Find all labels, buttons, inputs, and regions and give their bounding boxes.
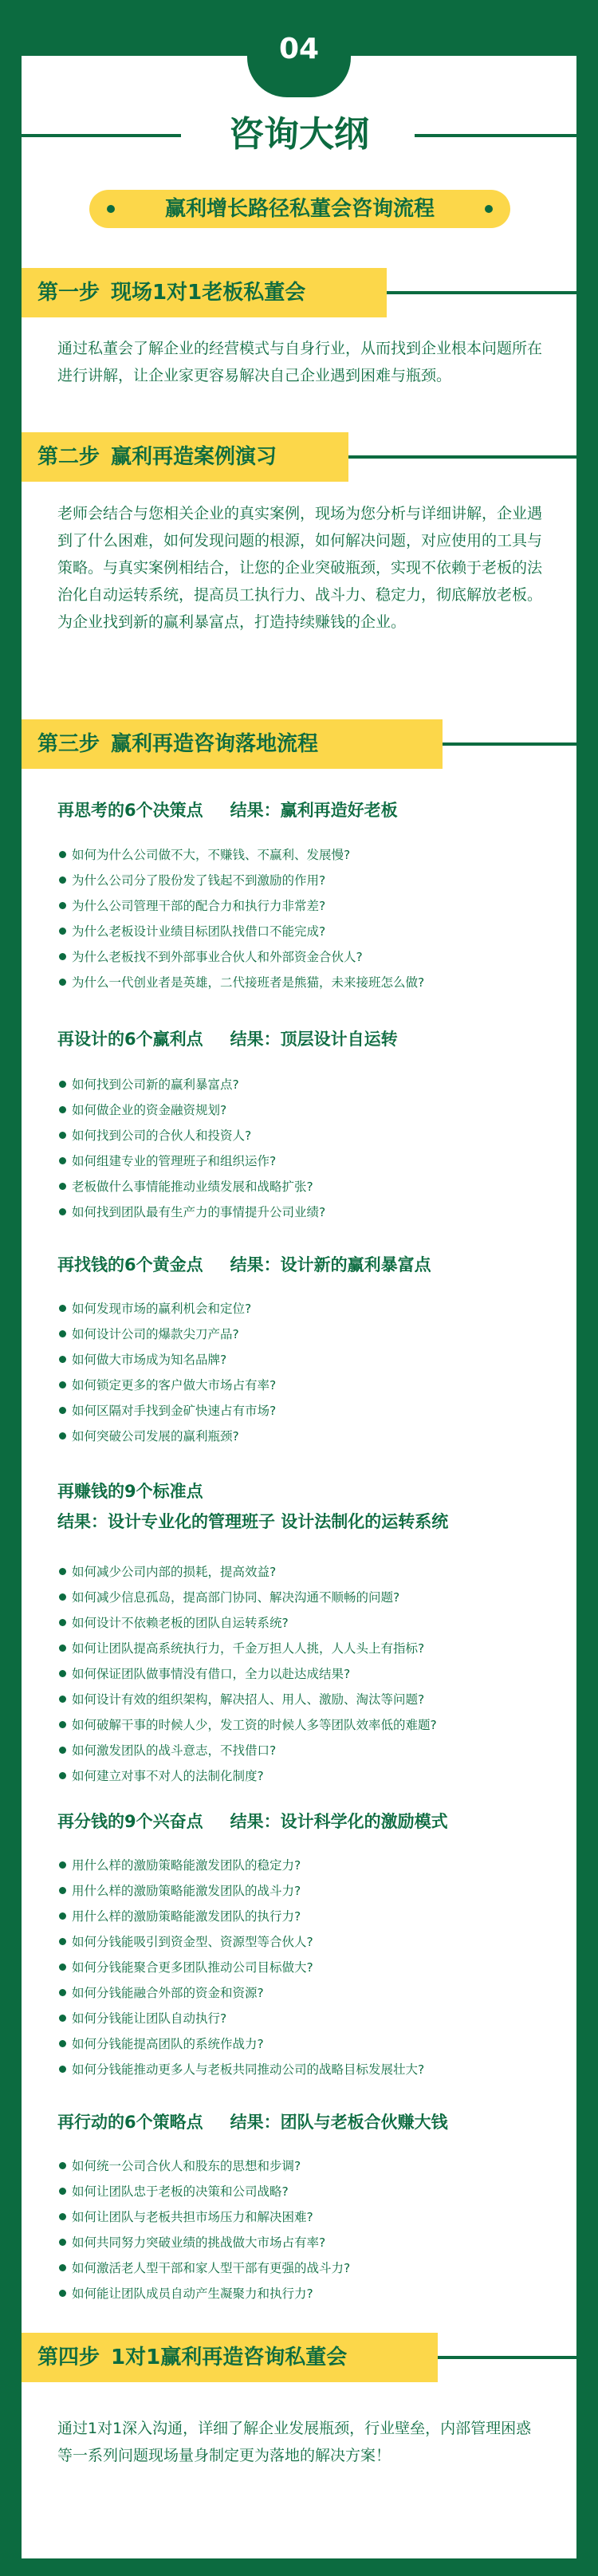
section-1-result: 结果：赢利再造好老板 [230, 801, 398, 820]
section-6-title: 再行动的6个策略点 [57, 2113, 203, 2132]
list-item: 如何分钱能聚合更多团队推动公司目标做大? [59, 1955, 553, 1980]
list-item: 如何让团队忠于老板的决策和公司战略? [59, 2179, 553, 2204]
list-item: 如何减少公司内部的损耗，提高效益? [59, 1559, 553, 1585]
list-item: 如何做企业的资金融资规划? [59, 1097, 553, 1123]
list-item: 如何分钱能让团队自动执行? [59, 2006, 553, 2031]
list-item: 如何锁定更多的客户做大市场占有率? [59, 1373, 553, 1398]
section-6-heading [57, 2109, 552, 2136]
step-1-bar [22, 268, 387, 317]
section-2-list [59, 1072, 553, 1225]
list-item: 用什么样的激励策略能激发团队的执行力? [59, 1904, 553, 1929]
list-item: 如何为什么公司做不大，不赚钱、不赢利、发展慢? [59, 842, 553, 868]
list-item: 如何统一公司合伙人和股东的思想和步调? [59, 2153, 553, 2179]
step-3-title: 赢利再造咨询落地流程 [111, 732, 319, 756]
section-4-heading [57, 1478, 552, 1535]
section-3-title: 再找钱的6个黄金点 [57, 1255, 203, 1274]
section-4-result: 结果：设计专业化的管理班子 设计法制化的运转系统 [57, 1512, 449, 1531]
step-3-line [443, 742, 576, 746]
step-2-line [348, 455, 576, 459]
list-item: 如何设计公司的爆款尖刀产品? [59, 1321, 553, 1347]
list-item: 为什么老板找不到外部事业合伙人和外部资金合伙人? [59, 944, 553, 970]
step-4-number: 第四步 [37, 2346, 100, 2369]
list-item: 用什么样的激励策略能激发团队的战斗力? [59, 1878, 553, 1904]
list-item: 如何设计有效的组织架构，解决招人、用人、激励、淘汰等问题? [59, 1687, 553, 1712]
section-4-list [59, 1559, 553, 1789]
list-item: 如何分钱能吸引到资金型、资源型等合伙人? [59, 1929, 553, 1955]
section-number-badge [247, 18, 351, 97]
step-4-line [438, 2356, 576, 2359]
list-item: 如何区隔对手找到金矿快速占有市场? [59, 1398, 553, 1424]
section-6-result: 结果：团队与老板合伙赚大钱 [230, 2113, 448, 2132]
pill-dot-right [485, 205, 493, 213]
list-item: 如何激活老人型干部和家人型干部有更强的战斗力? [59, 2255, 553, 2281]
step-4-title: 1对1赢利再造咨询私董会 [111, 2346, 348, 2369]
list-item: 如何分钱能推动更多人与老板共同推动公司的战略目标发展壮大? [59, 2057, 553, 2082]
list-item: 如何让团队与老板共担市场压力和解决困难? [59, 2204, 553, 2230]
list-item: 如何突破公司发展的赢利瓶颈? [59, 1424, 553, 1449]
step-1-number: 第一步 [37, 281, 100, 305]
list-item: 如何做大市场成为知名品牌? [59, 1347, 553, 1373]
list-item: 如何组建专业的管理班子和组织运作? [59, 1148, 553, 1174]
list-item: 老板做什么事情能推动业绩发展和战略扩张? [59, 1174, 553, 1199]
list-item: 为什么老板设计业绩目标团队找借口不能完成? [59, 919, 553, 944]
section-4-title: 再赚钱的9个标准点 [57, 1482, 203, 1501]
section-6-list [59, 2153, 553, 2306]
section-1-heading [57, 797, 552, 824]
list-item: 用什么样的激励策略能激发团队的稳定力? [59, 1853, 553, 1878]
step-4-text: 通过1对1深入沟通，详细了解企业发展瓶颈，行业壁垒，内部管理困惑等一系列问题现场量身制定更为落地的解决方案！ [57, 2420, 532, 2464]
step-3-number: 第三步 [37, 732, 100, 756]
section-1-title: 再思考的6个决策点 [57, 801, 203, 820]
step-1-line [387, 291, 576, 294]
list-item: 如何分钱能融合外部的资金和资源? [59, 1980, 553, 2006]
list-item: 如何找到公司的合伙人和投资人? [59, 1123, 553, 1148]
list-item: 如何找到团队最有生产力的事情提升公司业绩? [59, 1199, 553, 1225]
pill-dot-left [107, 205, 115, 213]
list-item: 如何找到公司新的赢利暴富点? [59, 1072, 553, 1097]
list-item: 如何保证团队做事情没有借口，全力以赴达成结果? [59, 1661, 553, 1687]
page-title: 咨询大纲 [229, 114, 369, 155]
step-1-title: 现场1对1老板私董会 [111, 281, 306, 305]
list-item: 如何共同努力突破业绩的挑战做大市场占有率? [59, 2230, 553, 2255]
list-item: 如何激发团队的战斗意志，不找借口? [59, 1738, 553, 1763]
list-item: 如何破解干事的时候人少，发工资的时候人多等团队效率低的难题? [59, 1712, 553, 1738]
section-2-title: 再设计的6个赢利点 [57, 1030, 203, 1049]
section-5-heading [57, 1808, 552, 1835]
step-3-bar [22, 719, 443, 769]
section-2-result: 结果：顶层设计自运转 [230, 1030, 398, 1049]
section-3-heading [57, 1251, 552, 1278]
section-2-heading [57, 1026, 552, 1053]
step-2-title: 赢利再造案例演习 [111, 445, 277, 469]
section-3-result: 结果：设计新的赢利暴富点 [230, 1255, 431, 1274]
list-item: 如何设计不依赖老板的团队自运转系统? [59, 1610, 553, 1636]
step-2-text: 老师会结合与您相关企业的真实案例，现场为您分析与详细讲解，企业遇到了什么困难，如何发现问题的根源，如何解决问题，对应使用的工具与策略。与真实案例相结合，让您的企业突破瓶颈，实现不依赖于老板的法治化自动运转系统，提高员工执行力、战斗力、稳定力，彻底解放老板。为企业找到新的赢利暴富点，打造持续赚钱的企业。 [57, 505, 543, 631]
list-item: 如何让团队提高系统执行力，千金万担人人挑，人人头上有指标? [59, 1636, 553, 1661]
section-1-list [59, 842, 553, 995]
step-2-number: 第二步 [37, 445, 100, 469]
list-item: 如何建立对事不对人的法制化制度? [59, 1763, 553, 1789]
list-item: 如何减少信息孤岛，提高部门协同、解决沟通不顺畅的问题? [59, 1585, 553, 1610]
subtitle-text: 赢利增长路径私董会咨询流程 [164, 197, 435, 221]
list-item: 如何分钱能提高团队的系统作战力? [59, 2031, 553, 2057]
list-item: 如何发现市场的赢利机会和定位? [59, 1296, 553, 1321]
list-item: 如何能让团队成员自动产生凝聚力和执行力? [59, 2281, 553, 2306]
section-3-list [59, 1296, 553, 1449]
subtitle-pill [89, 190, 510, 228]
list-item: 为什么一代创业者是英雄，二代接班者是熊猫，未来接班怎么做? [59, 970, 553, 995]
section-5-list [59, 1853, 553, 2082]
badge-number: 04 [278, 33, 320, 65]
list-item: 为什么公司分了股份发了钱起不到激励的作用? [59, 868, 553, 893]
section-5-result: 结果：设计科学化的激励模式 [230, 1812, 448, 1831]
list-item: 为什么公司管理干部的配合力和执行力非常差? [59, 893, 553, 919]
step-1-text: 通过私董会了解企业的经营模式与自身行业，从而找到企业根本问题所在进行讲解，让企业家更容易解决自己企业遇到困难与瓶颈。 [57, 340, 543, 384]
section-5-title: 再分钱的9个兴奋点 [57, 1812, 203, 1831]
step-2-bar [22, 432, 348, 482]
step-4-bar [22, 2333, 438, 2382]
